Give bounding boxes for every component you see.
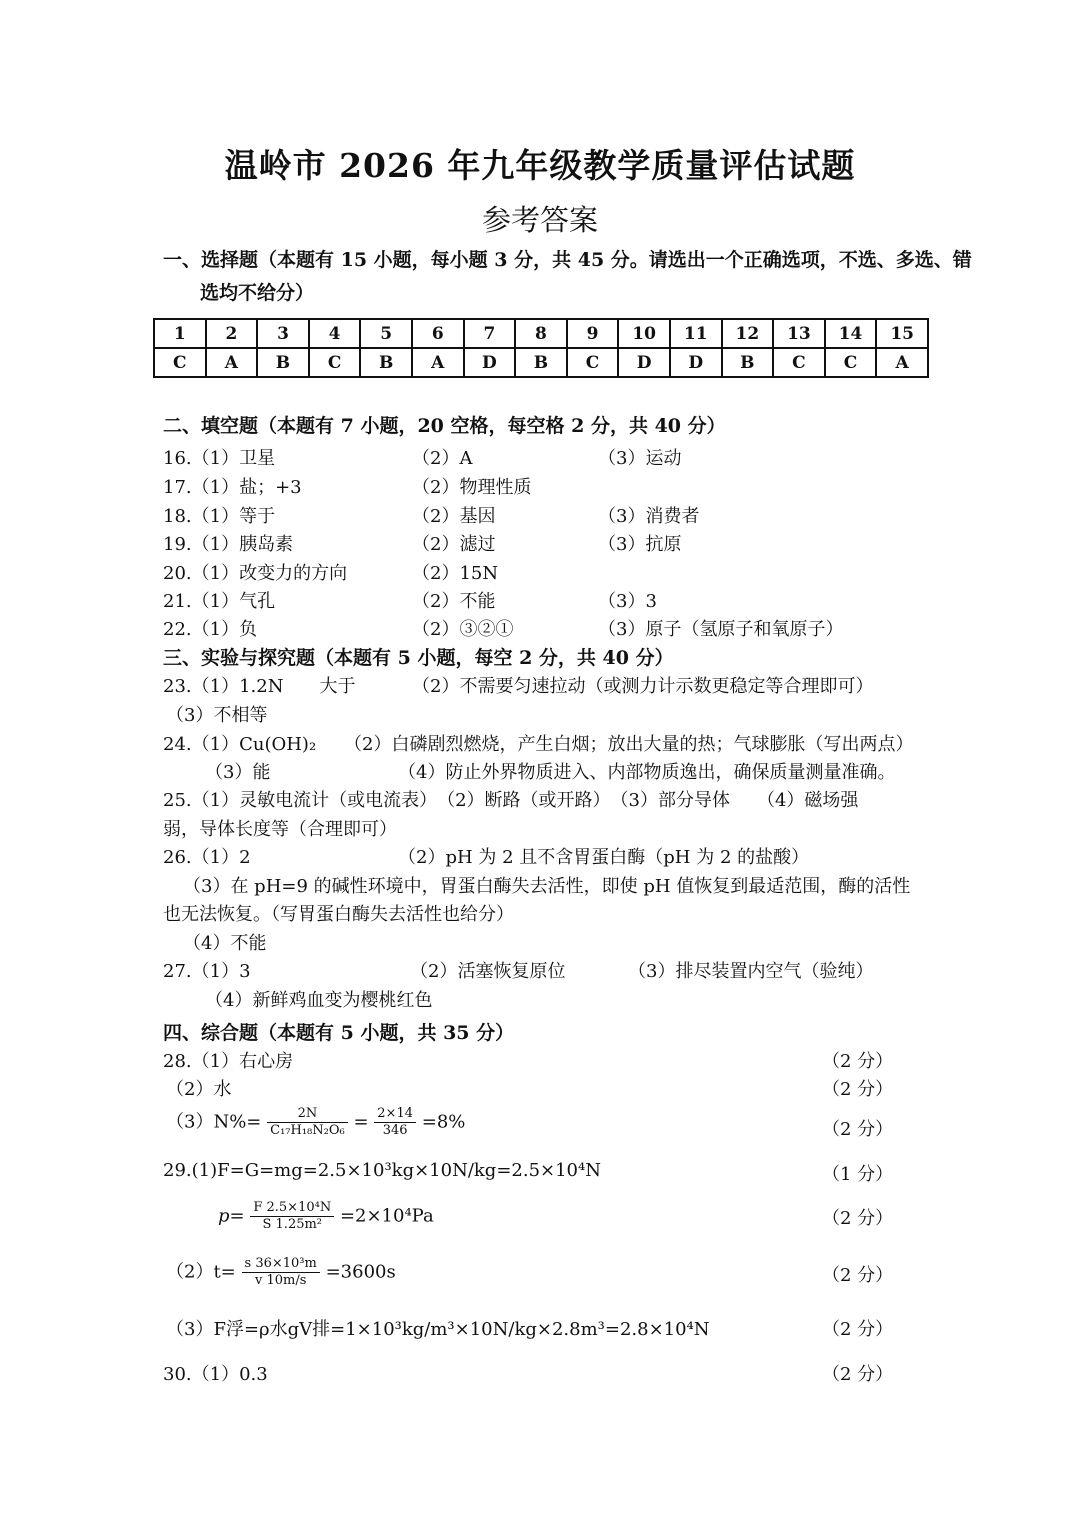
fraction-numerator: s 36×10³m — [242, 1256, 320, 1273]
answer-cell: C — [154, 348, 206, 377]
question-number: 7 — [464, 319, 516, 348]
answer-table — [153, 318, 929, 378]
answer-17-2: （2）物理性质 — [412, 477, 532, 498]
section1-heading: 一、选择题（本题有 15 小题，每小题 3 分，共 45 分。请选出一个正确选项，不选、多选、错 — [163, 249, 972, 271]
answer-cell: B — [515, 348, 567, 377]
question-number: 10 — [618, 319, 670, 348]
time-label: （2）t= — [166, 1261, 236, 1283]
score-29-3: （2 分） — [822, 1319, 894, 1340]
answer-27-3: （3）排尽装置内空气（验纯） — [628, 961, 874, 982]
pressure-label: p= — [218, 1205, 245, 1227]
answer-27-4: （4）新鲜鸡血变为樱桃红色 — [205, 990, 433, 1011]
score-28-2: （2 分） — [822, 1079, 894, 1100]
score-29-1b: （2 分） — [822, 1208, 894, 1229]
answer-cell: A — [206, 348, 258, 377]
answer-25-2: 弱，导体长度等（合理即可） — [163, 819, 397, 840]
section3-heading: 三、实验与探究题（本题有 5 小题，每空 2 分，共 40 分） — [163, 647, 674, 669]
score-28-1: （2 分） — [822, 1051, 894, 1072]
page-title: 温岭市 2026 年九年级教学质量评估试题 — [224, 146, 856, 185]
answer-22-3: （3）原子（氢原子和氧原子） — [598, 619, 844, 640]
answer-30-1: 30.（1）0.3 — [163, 1364, 268, 1385]
question-number: 3 — [257, 319, 309, 348]
answer-16-3: （3）运动 — [598, 448, 682, 469]
answer-26-2: （2）pH 为 2 且不含胃蛋白酶（pH 为 2 的盐酸） — [398, 847, 810, 868]
equals-sign: = — [353, 1111, 369, 1133]
answer-21-2: （2）不能 — [412, 591, 496, 612]
answer-cell: B — [257, 348, 309, 377]
answer-cell: C — [567, 348, 619, 377]
answer-22-1: 22.（1）负 — [163, 619, 258, 640]
answer-23-1: 23.（1）1.2N 大于 — [163, 676, 356, 697]
answer-21-3: （3）3 — [598, 591, 657, 612]
score-29-2: （2 分） — [822, 1265, 894, 1286]
answer-table-answers — [154, 348, 928, 377]
answer-24-3: （3）能 — [205, 762, 271, 783]
question-number: 9 — [567, 319, 619, 348]
answer-24-1: 24.（1）Cu(OH)₂ — [163, 734, 317, 755]
fraction-time — [242, 1256, 320, 1289]
answer-26-1: 26.（1）2 — [163, 847, 251, 868]
question-number: 6 — [412, 319, 464, 348]
answer-cell: C — [309, 348, 361, 377]
answer-20-1: 20.（1）改变力的方向 — [163, 563, 348, 584]
answer-21-1: 21.（1）气孔 — [163, 591, 276, 612]
time-result: =3600s — [325, 1261, 396, 1283]
answer-28-2: （2）水 — [166, 1079, 232, 1100]
answer-19-1: 19.（1）胰岛素 — [163, 534, 294, 555]
pressure-result: =2×10⁴Pa — [339, 1205, 434, 1227]
section4-heading: 四、综合题（本题有 5 小题，共 35 分） — [163, 1022, 515, 1044]
page-subtitle: 参考答案 — [481, 203, 598, 237]
fraction-denominator: S 1.25m² — [262, 1217, 323, 1232]
answer-25-1: 25.（1）灵敏电流计（或电流表） （2）断路（或开路） （3）部分导体 （4）磁场强 — [163, 790, 859, 811]
answer-cell: B — [360, 348, 412, 377]
fraction-denominator: 346 — [382, 1123, 408, 1138]
fraction-n-value — [374, 1106, 416, 1139]
question-number: 5 — [360, 319, 412, 348]
score-29-1: （1 分） — [822, 1164, 894, 1185]
question-number: 15 — [876, 319, 928, 348]
fraction-numerator: 2×14 — [374, 1106, 416, 1123]
answer-28-3-label: （3）N%= — [166, 1111, 262, 1133]
answer-16-1: 16.（1）卫星 — [163, 448, 276, 469]
answer-cell: C — [773, 348, 825, 377]
fraction-denominator: C₁₇H₁₈N₂O₆ — [270, 1123, 345, 1138]
answer-24-2: （2）白磷剧烈燃烧，产生白烟；放出大量的热；气球膨胀（写出两点） — [344, 734, 914, 755]
answer-22-2: （2）③②① — [412, 619, 514, 640]
answer-cell: C — [825, 348, 877, 377]
question-number: 1 — [154, 319, 206, 348]
answer-28-3-result: =8% — [421, 1111, 466, 1133]
question-number: 12 — [722, 319, 774, 348]
answer-23-3: （3）不相等 — [166, 705, 268, 726]
answer-20-2: （2）15N — [412, 563, 499, 584]
question-number: 13 — [773, 319, 825, 348]
answer-cell: D — [464, 348, 516, 377]
answer-19-3: （3）抗原 — [598, 534, 682, 555]
answer-cell: D — [670, 348, 722, 377]
question-number: 4 — [309, 319, 361, 348]
fraction-numerator: F 2.5×10⁴N — [250, 1200, 334, 1217]
answer-26-3: （3）在 pH=9 的碱性环境中，胃蛋白酶失去活性，即使 pH 值恢复到最适范围，酶的活性 — [183, 876, 911, 897]
fraction-n-formula — [267, 1106, 348, 1139]
answer-19-2: （2）滤过 — [412, 534, 496, 555]
answer-18-1: 18.（1）等于 — [163, 506, 276, 527]
question-number: 8 — [515, 319, 567, 348]
answer-29-2 — [166, 1256, 396, 1289]
answer-29-1: 29.(1)F=G=mg=2.5×10³kg×10N/kg=2.5×10⁴N — [163, 1160, 601, 1181]
fraction-denominator: v 10m/s — [254, 1273, 307, 1288]
fraction-pressure — [250, 1200, 334, 1233]
answer-cell: B — [722, 348, 774, 377]
score-28-3: （2 分） — [822, 1119, 894, 1140]
section2-heading: 二、填空题（本题有 7 小题，20 空格，每空格 2 分，共 40 分） — [163, 415, 726, 437]
answer-28-1: 28.（1）右心房 — [163, 1051, 294, 1072]
question-number: 2 — [206, 319, 258, 348]
answer-29-3: （3）F浮=ρ水gV排=1×10³kg/m³×10N/kg×2.8m³=2.8×10⁴N — [166, 1319, 710, 1340]
answer-cell: D — [618, 348, 670, 377]
answer-29-1-pressure — [218, 1200, 434, 1233]
answer-27-1: 27.（1）3 — [163, 961, 251, 982]
answer-17-1: 17.（1）盐；+3 — [163, 477, 302, 498]
answer-18-3: （3）消费者 — [598, 506, 700, 527]
answer-23-2: （2）不需要匀速拉动（或测力计示数更稳定等合理即可） — [412, 676, 874, 697]
section1-heading-cont: 选均不给分） — [200, 282, 315, 304]
answer-28-3 — [166, 1106, 465, 1139]
answer-26-4: （4）不能 — [183, 933, 267, 954]
answer-26-3-cont: 也无法恢复。（写胃蛋白酶失去活性也给分） — [163, 904, 514, 925]
answer-18-2: （2）基因 — [412, 506, 496, 527]
answer-24-4: （4）防止外界物质进入、内部物质逸出，确保质量测量准确。 — [398, 762, 896, 783]
answer-table-numbers — [154, 319, 928, 348]
question-number: 14 — [825, 319, 877, 348]
fraction-numerator: 2N — [267, 1106, 348, 1123]
answer-16-2: （2）A — [412, 448, 473, 469]
score-30-1: （2 分） — [822, 1364, 894, 1385]
answer-cell: A — [412, 348, 464, 377]
question-number: 11 — [670, 319, 722, 348]
answer-27-2: （2）活塞恢复原位 — [410, 961, 566, 982]
answer-cell: A — [876, 348, 928, 377]
